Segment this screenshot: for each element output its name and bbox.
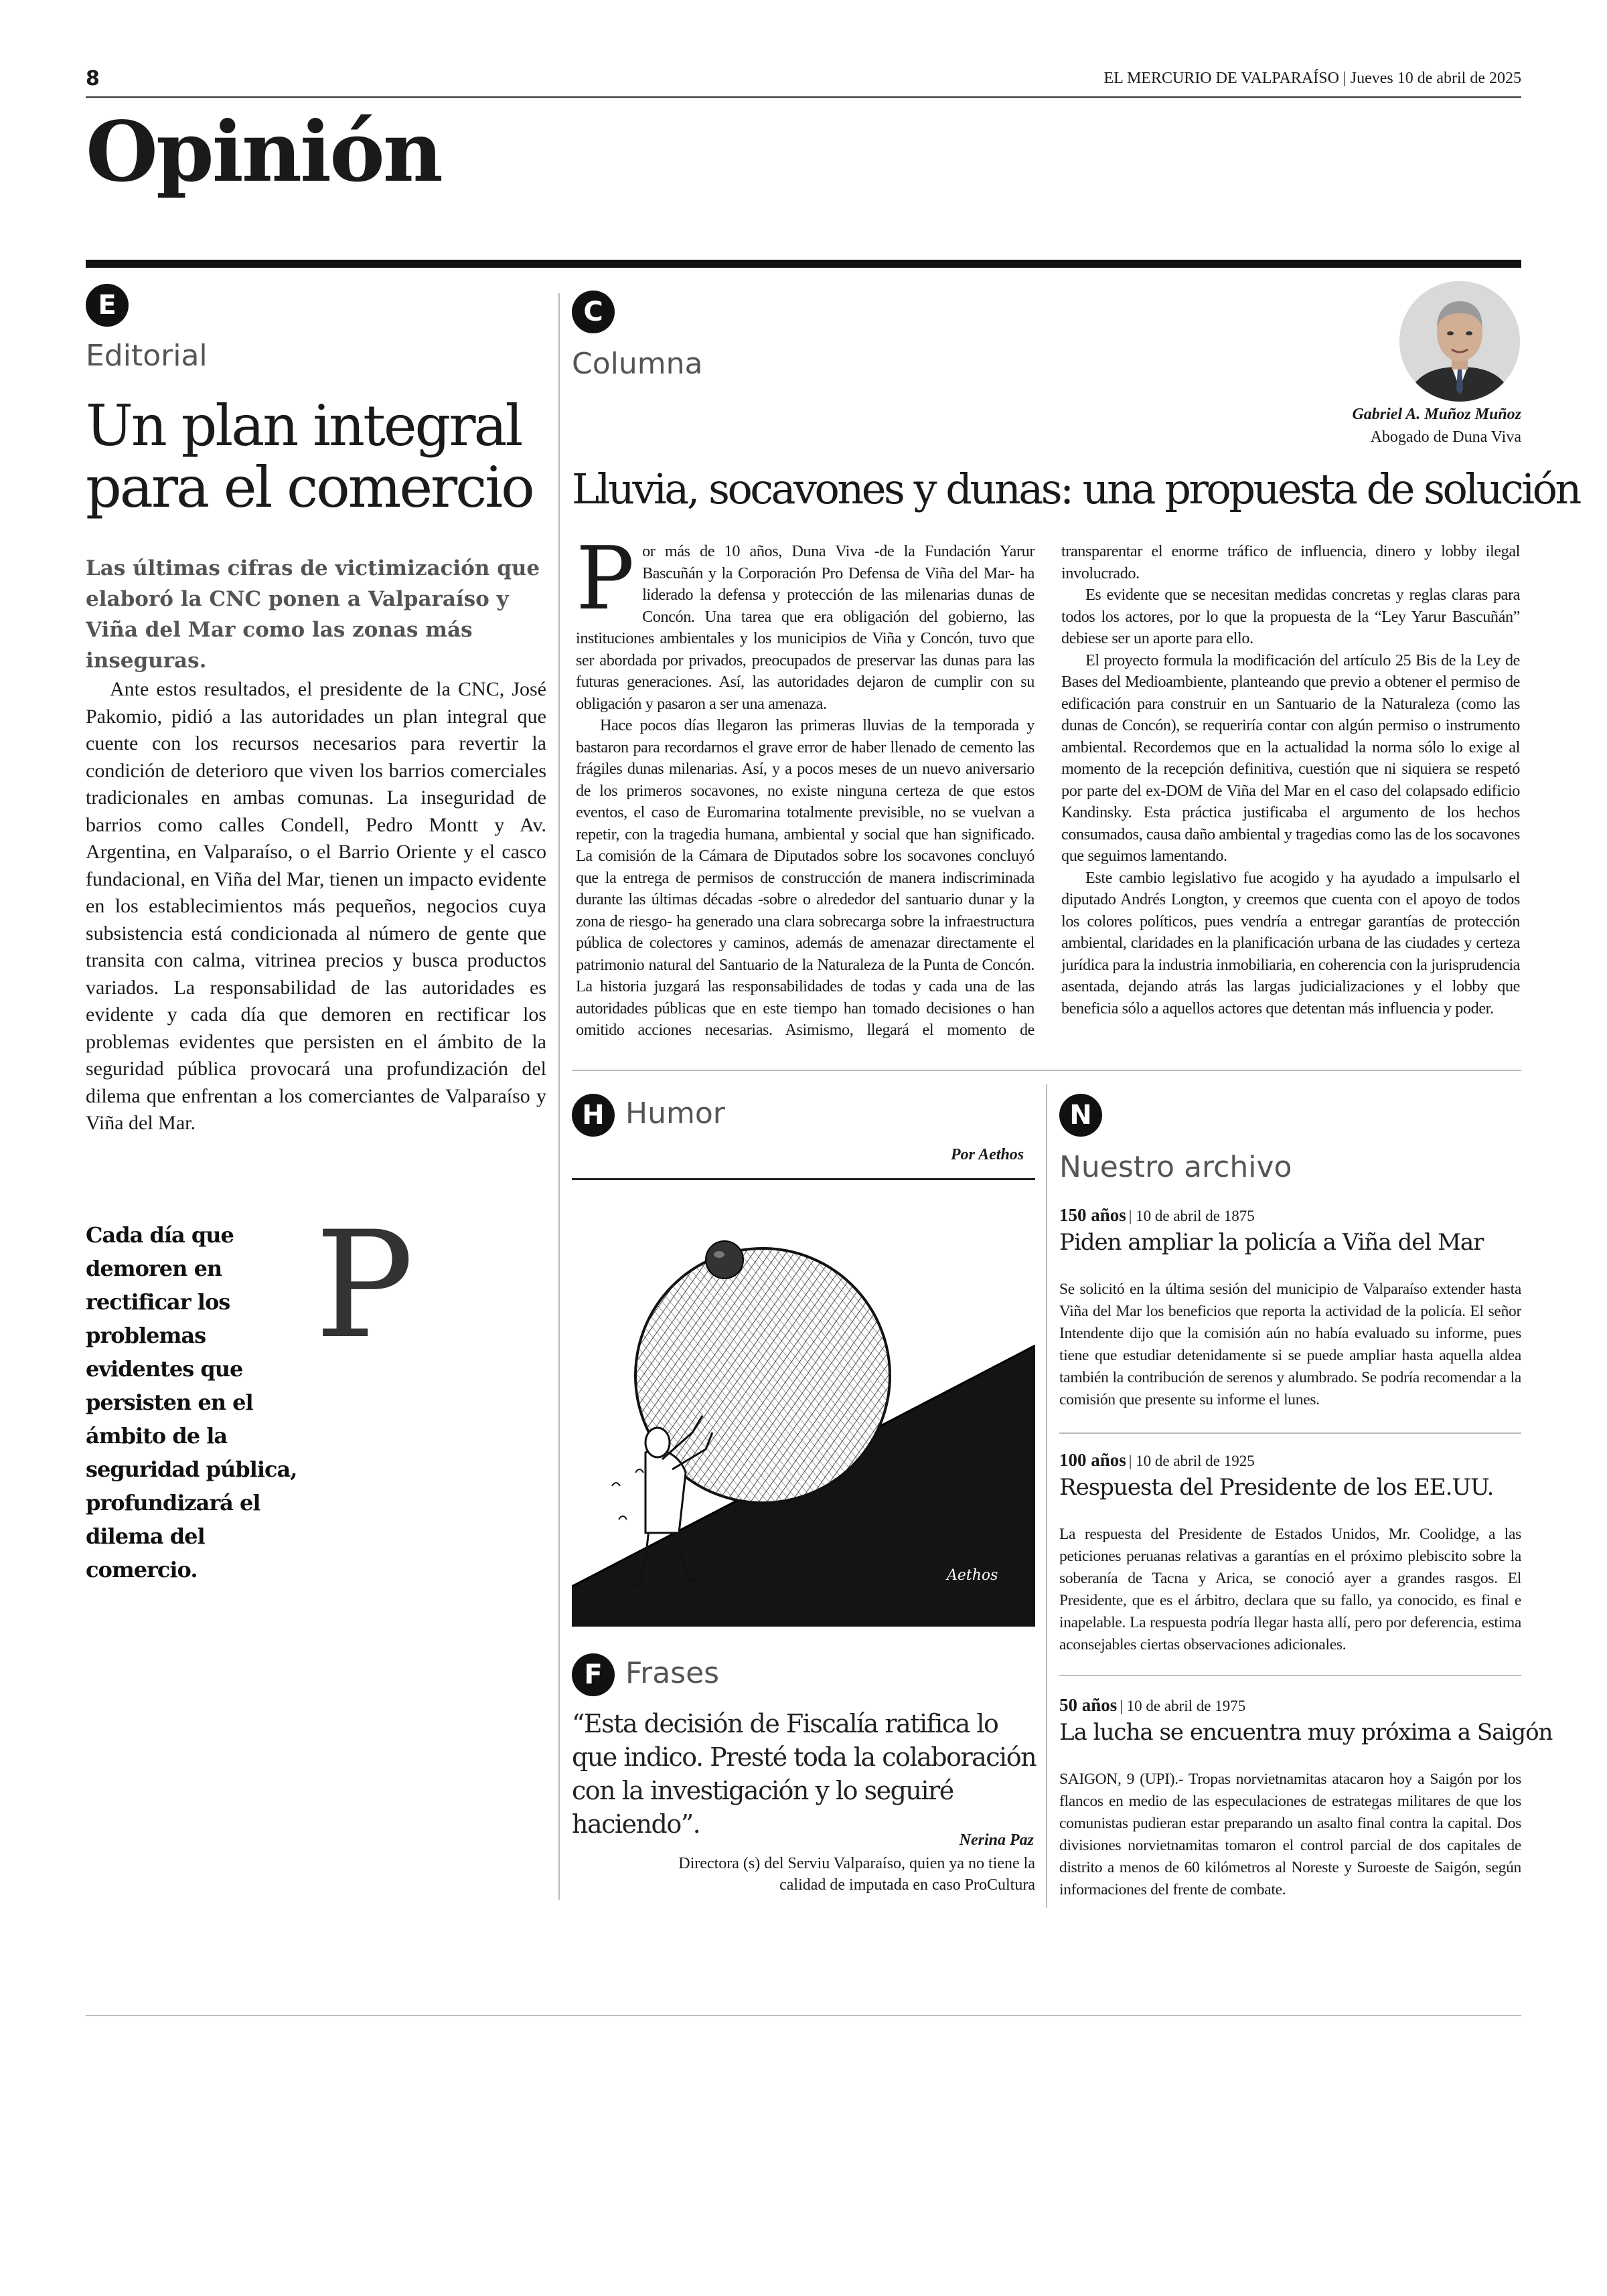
section-rule	[86, 260, 1521, 268]
archive-date: 10 de abril de 1925	[1136, 1453, 1255, 1469]
archive-years: 150 años	[1059, 1205, 1126, 1225]
column-body	[576, 541, 1520, 1058]
column-dropcap: P	[576, 541, 635, 629]
archivo-kicker: Nuestro archivo	[1059, 1150, 1292, 1184]
frases-kicker: Frases	[625, 1656, 720, 1690]
archive-headline: Piden ampliar la policía a Viña del Mar	[1059, 1229, 1484, 1256]
archive-rule	[1059, 1432, 1521, 1434]
editorial-kicker: Editorial	[86, 339, 208, 373]
editorial-dropcap: P	[315, 1200, 414, 1371]
column-badge: C	[572, 291, 615, 333]
column-divider	[1046, 1084, 1047, 1908]
archive-date: 10 de abril de 1875	[1136, 1208, 1255, 1224]
header-rule	[86, 96, 1521, 98]
column-headline: Lluvia, socavones y dunas: una propuesta de solución	[572, 465, 1580, 513]
archive-item-label: 50 años | 10 de abril de 1975	[1059, 1695, 1246, 1715]
author-name: Gabriel A. Muñoz Muñoz	[1352, 406, 1521, 423]
section-title: Opinión	[86, 104, 441, 201]
editorial-deck: Las últimas cifras de victimización que elaboró la CNC ponen a Valparaíso y Viña del Mar como las zonas más inseguras.	[86, 556, 540, 673]
page-number: 8	[86, 67, 100, 90]
archive-rule	[1059, 1675, 1521, 1676]
archive-headline: Respuesta del Presidente de los EE.UU.	[1059, 1474, 1494, 1501]
archive-years: 50 años	[1059, 1695, 1118, 1715]
humor-rule	[572, 1178, 1035, 1180]
editorial-headline: Un plan integral para el comercio	[86, 393, 533, 520]
humor-badge: H	[572, 1094, 615, 1137]
archive-years: 100 años	[1059, 1450, 1126, 1470]
editorial-pull-quote: Cada día que demoren en rectificar los problemas evidentes que persisten en el ámbito de la seguridad pública, profundizará el dilema del comercio.	[86, 1222, 297, 1582]
column-paragraph: Es evidente que se necesitan medidas concretas y reglas claras para todos los actores, por lo que la propuesta de la “Ley Yarur Bascuñán” debiese ser un aporte para ello.	[1061, 586, 1520, 647]
column-paragraph: Este cambio legislativo fue acogido y ha ayudado a impulsarlo el diputado Andrés Longton, y creemos que cuenta con el apoyo de todos los colores políticos, pues vendría a entregar garantías de protección ambiental, claridades en la planificación urbana de las ciudades y certeza jurídica para la industria inmobiliaria, en coherencia con la jurisprudencia asentada, dejando atrás las largas judicializaciones y el lobby que beneficia sólo a aquellos actores que detentan más influencia y poder.	[1061, 868, 1520, 1017]
column-paragraph: or más de 10 años, Duna Viva -de la Fundación Yarur Bascuñán y la Corporación Pro Defensa de Viña del Mar- ha liderado la defensa y protección de las milenarias dunas de Concón. Una tarea que era obligación del gobierno, las instituciones ambientales y los municipios de Viña y Concón, tuvo que ser abordada por privados, preocupados de preservar las dunas para las futuras generaciones. Así, las autoridades dejaron de cumplir con su obligación y pasaron a ser una amenaza.	[576, 542, 1035, 713]
archive-headline: La lucha se encuentra muy próxima a Saigón	[1059, 1719, 1553, 1746]
archive-body: Se solicitó en la última sesión del municipio de Valparaíso extender hasta Viña del Mar los beneficios que reporta la actividad de la policía. El señor Intendente dijo que la comisión aún no había evaluado su informe, pues tiene que estudiar detenidamente si se puede ampliar hasta aquella aldea también la contribución de serenos y alumbrado. Se podría recomendar a la comisión que presente su informe el lunes.	[1059, 1281, 1521, 1408]
humor-kicker: Humor	[625, 1096, 725, 1131]
archive-body: SAIGON, 9 (UPI).- Tropas norvietnamitas atacaron hoy a Saigón por los flancos en medio de las especulaciones de estrategas militares de que los comunistas pudieran estar preparando un asalto final contra la capital. Dos divisiones norvietnamitas tomaron el control parcial de dos capitales de distrito a menos de 60 kilómetros al Noreste y Suroeste de Saigón, según informaciones del frente de combate.	[1059, 1771, 1521, 1898]
author-title: Abogado de Duna Viva	[1370, 428, 1521, 446]
archive-item-label: 100 años | 10 de abril de 1925	[1059, 1450, 1255, 1470]
quote-author: Nerina Paz	[959, 1831, 1034, 1849]
archive-body: La respuesta del Presidente de Estados Unidos, Mr. Coolidge, a las peticiones peruanas relativas a garantías en el próximo plebiscito sobre la soberanía de Tacna y Arica, se conoció ayer a grandes rasgos. El Presidente, que es el árbitro, declara que su fallo, ya conocido, es final e inapelable. La respuesta podría llegar hasta allí, pero por deferencia, estima aconsejables ciertas observaciones adicionales.	[1059, 1526, 1521, 1653]
cartoon-signature: Aethos	[947, 1567, 998, 1584]
masthead: EL MERCURIO DE VALPARAÍSO | Jueves 10 de abril de 2025	[1103, 70, 1521, 87]
column-kicker: Columna	[572, 347, 703, 381]
page-bottom-rule	[86, 2015, 1521, 2016]
column-paragraph: Hace pocos días llegaron las primeras lluvias de la temporada y bastaron para recordarnos el grave error de haber llenado de cemento las frágiles dunas milenarias. Así, y a pocos meses de un nuevo aniversario de los primeros socavones, no existe ninguna certeza de que estos eventos, el caso de Euromarina totalmente previsible, no se vuelvan a repetir, con la tragedia humana, ambiental y social que han significado. La comisión de la Cámara de Diputados sobre los socavones concluyó que la entrega de permisos de construcción de manera indiscriminada durante las últimas décadas -sobre o alrededor del santuario dunar y la zona de riesgo- ha generado una clara sobrecarga sobre la infraestructura pública de colectores y caminos, además de amenazar directamente el patrimonio natural del Santuario de la Naturaleza de la Punta de Concón. La historia juzgará las responsabilidades de todas y cada una de las autoridades públicas que en este tiempo han tomado decisiones o han omitido acciones necesarias. Asimismo, llegará el momento de transparentar el enorme tráfico de influencia, dinero y lobby ilegal involucrado.	[576, 542, 1520, 1039]
editorial-badge: E	[86, 284, 129, 327]
archivo-badge: N	[1059, 1094, 1102, 1137]
sisyphus-cartoon	[572, 1185, 1035, 1627]
quote-author-role: Directora (s) del Serviu Valparaíso, quien ya no tiene la calidad de imputada en caso ProCultura	[678, 1855, 1035, 1894]
editorial-body	[86, 676, 546, 1908]
author-photo	[1399, 281, 1520, 402]
editorial-paragraph: Ante estos resultados, el presidente de la CNC, José Pakomio, pidió a las autoridades un plan integral que cuente con los recursos necesarios para revertir la condición de deterioro que viven los barrios comerciales tradicionales en ambas comunas. La inseguridad de barrios como calles Condell, Pedro Montt y Av. Argentina, en Valparaíso, o el Barrio Oriente y el casco fundacional, en Viña del Mar, tienen un impacto evidente en los establecimientos más pequeños, negocios cuya subsistencia está condicionada al número de gente que transita con calma, vitrinea precios y busca productos variados. La responsabilidad de las autoridades es evidente y cada día que demoren en rectificar los problemas evidentes que persisten en el ámbito de la seguridad pública provocará una profundización del dilema que enfrentan a los comerciantes de Valparaíso y Viña del Mar.	[86, 678, 546, 1134]
archive-item-label: 150 años | 10 de abril de 1875	[1059, 1205, 1255, 1225]
quote-text: “Esta decisión de Fiscalía ratifica lo que indico. Presté toda la colaboración con la investigación y lo seguiré haciendo”.	[572, 1709, 1037, 1839]
frases-badge: F	[572, 1653, 615, 1696]
column-bottom-rule	[572, 1070, 1521, 1071]
column-paragraph: El proyecto formula la modificación del artículo 25 Bis de la Ley de Bases del Medioambiente, planteando que previo a obtener el permiso de edificación para construir en un Santuario de la Naturaleza (como las dunas de Concón), se requeriría contar con algún permiso o instrumento ambiental. Recordemos que en la actualidad la norma sólo lo exige al momento de la recepción definitiva, cuestión que ni siquiera se respetó por parte del ex-DOM de Viña del Mar en el caso del colapsado edificio Kandinsky. Esta práctica justificaba el argumento de los hechos consumados, causa daño ambiental y tragedias como las de los socavones que seguimos lamentando.	[1061, 651, 1520, 865]
column-divider	[558, 293, 560, 1900]
archive-date: 10 de abril de 1975	[1126, 1698, 1246, 1714]
humor-byline: Por Aethos	[951, 1146, 1024, 1163]
